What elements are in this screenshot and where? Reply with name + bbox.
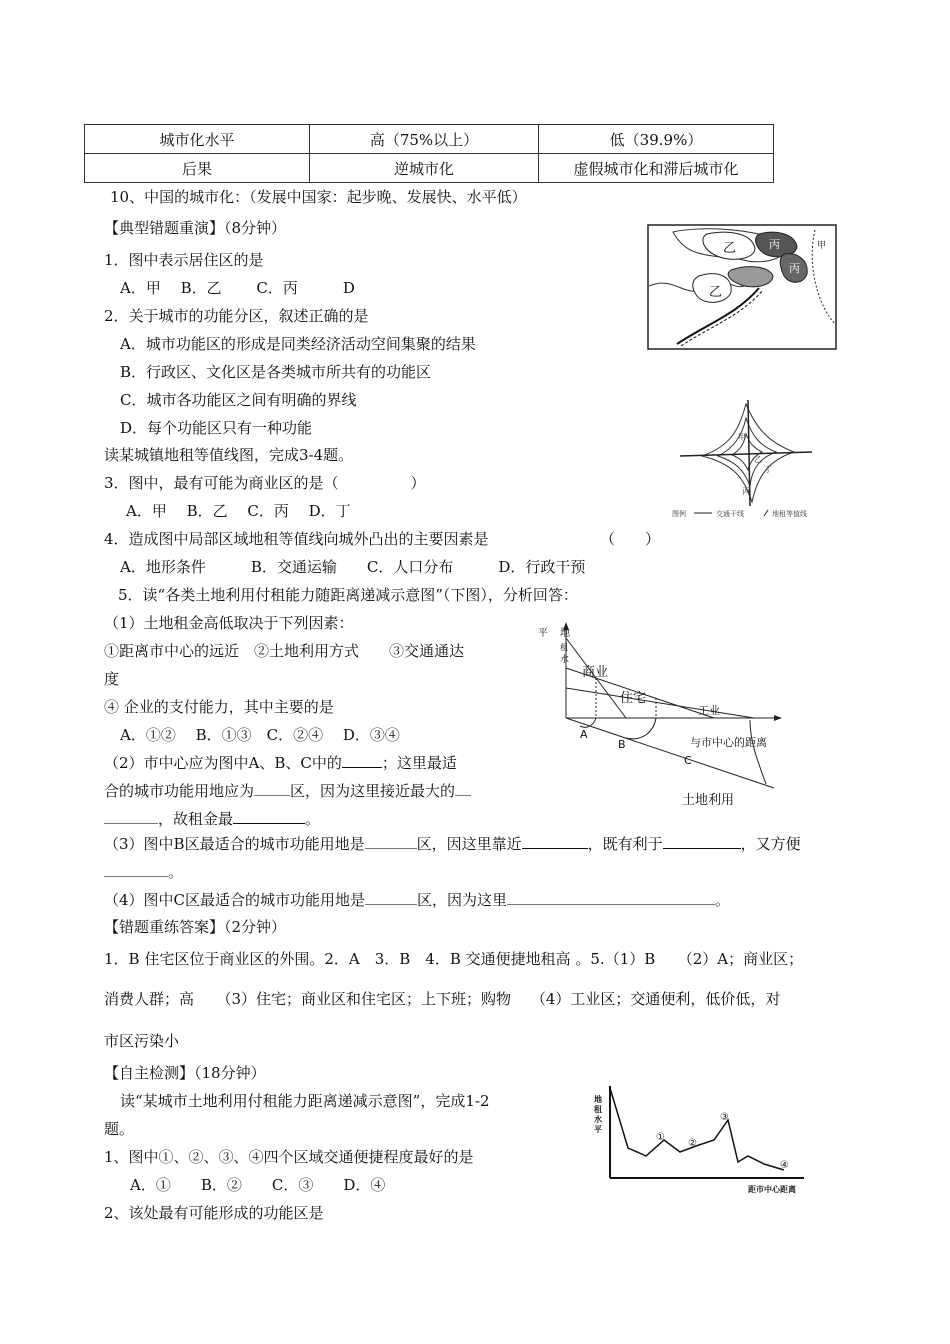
rent-curve — [610, 1088, 784, 1170]
section-time: （8分钟） — [224, 219, 287, 237]
y-axis-label: 租 — [594, 1105, 602, 1114]
y-axis-label: 水 — [560, 655, 570, 665]
zone-arc — [750, 720, 766, 784]
table-cell: 低（39.9%） — [539, 125, 774, 154]
answer-blank[interactable] — [507, 889, 715, 905]
answer-blank[interactable] — [233, 808, 305, 824]
text: ；这里最适 — [381, 754, 457, 772]
answers-line-1: 1．B 住宅区位于商业区的外围。2．A 3．B 4．B 交通便捷地租高 。5.（1）B （2）A；商业区； — [104, 950, 804, 968]
section-time: （2分钟） — [224, 918, 287, 936]
test-1-options: A．① B．② C．③ D．④ — [130, 1176, 386, 1194]
question-5-part-3 — [104, 833, 801, 854]
question-5-factors-cont: 度 — [104, 670, 120, 688]
rent-distance-figure — [588, 1082, 810, 1198]
zone-marker: ④ — [780, 1160, 789, 1171]
land-rent-contour-figure — [672, 398, 820, 522]
map-label: 乙 — [709, 285, 723, 300]
question-3-close: ） — [410, 474, 426, 492]
x-axis-label: 与市中心的距离 — [690, 736, 767, 749]
section-time: （18分钟） — [194, 1064, 266, 1082]
text: ，故租金最 — [158, 810, 234, 828]
read-instruction-1-2-cont: 题。 — [104, 1120, 135, 1138]
question-1-stem: 1．图中表示居住区的是 — [104, 251, 264, 269]
read-instruction-3-4: 读某城镇地租等值线图，完成3-4题。 — [104, 446, 354, 464]
text: （2）市中心应为图中A、B、C中的 — [104, 754, 342, 772]
y-axis-label: 水 — [594, 1115, 602, 1124]
text: 区，因为这里接近最大的 — [290, 782, 456, 800]
urbanization-table — [84, 124, 774, 183]
contour-label: 丙 — [742, 487, 750, 496]
y-axis-label: 平 — [538, 628, 548, 639]
text: ，又方便 — [740, 835, 801, 853]
answer-blank[interactable] — [455, 780, 471, 796]
text: 。 — [168, 863, 184, 881]
answer-blank[interactable] — [254, 780, 290, 796]
table-cell: 逆城市化 — [310, 154, 539, 183]
point-label: C — [684, 754, 692, 767]
text: 。 — [305, 810, 321, 828]
table-cell: 虚假城市化和滞后城市化 — [539, 154, 774, 183]
table-row — [85, 125, 774, 154]
legend-title: 图例 — [672, 510, 686, 518]
section-heading — [104, 916, 286, 937]
question-4-paren: （ ） — [600, 530, 661, 548]
bid-rent-figure — [534, 622, 786, 810]
table-cell: 后果 — [85, 154, 310, 183]
legend-road-label: 交通干线 — [716, 510, 744, 518]
answer-blank[interactable] — [104, 808, 158, 824]
legend-contour-label: 地租等值线 — [772, 510, 807, 518]
zone-marker: ③ — [720, 1112, 729, 1123]
question-5-part-4 — [104, 889, 730, 910]
read-instruction-1-2: 读“某城市土地利用付租能力距离递减示意图”，完成1-2 — [120, 1092, 490, 1110]
question-5-part-1: （1）土地租金高低取决于下列因素： — [104, 614, 354, 632]
curve-label: 商业 — [582, 665, 609, 680]
section-title: 【典型错题重演】 — [104, 219, 225, 237]
answer-blank[interactable] — [663, 833, 741, 849]
x-axis-label: 距市中心距离 — [748, 1185, 796, 1194]
question-5-part-2-line-3 — [104, 808, 320, 829]
question-2-option-d: D．每个功能区只有一种功能 — [120, 419, 313, 437]
y-axis-label: 地 — [560, 628, 570, 639]
map-label: 丙 — [789, 262, 800, 275]
answer-blank[interactable] — [522, 833, 588, 849]
contour-label: 乙 — [754, 455, 762, 464]
table-cell: 城市化水平 — [85, 125, 310, 154]
question-1-options: A．甲 B．乙 C．丙 D — [120, 279, 355, 297]
question-4-stem: 4．造成图中局部区域地租等值线向城外凸出的主要因素是 — [104, 530, 489, 548]
question-4-options: A．地形条件 B．交通运输 C．人口分布 D．行政干预 — [120, 558, 586, 576]
zone-marker: ② — [688, 1138, 697, 1149]
text: ，既有利于 — [587, 835, 663, 853]
y-axis-label: 租 — [560, 643, 568, 652]
map-label: 甲 — [817, 241, 827, 251]
text: 区，因为这里 — [417, 891, 508, 909]
question-2-stem: 2．关于城市的功能分区，叙述正确的是 — [104, 307, 369, 325]
text: 。 — [715, 891, 731, 909]
question-5-part-2-line-2 — [104, 780, 471, 801]
question-5-part-3-cont — [104, 861, 183, 882]
question-5-stem: 5．读“各类土地利用付租能力随距离递减示意图”（下图），分析回答： — [118, 586, 578, 604]
map-label: 丙 — [769, 238, 780, 251]
table-cell: 高（75%以上） — [310, 125, 539, 154]
zone-arc — [626, 718, 656, 739]
curve-industrial — [566, 688, 754, 718]
section-heading — [104, 217, 286, 238]
y-axis-label: 平 — [594, 1125, 602, 1134]
y-axis-label: 地 — [594, 1095, 602, 1104]
traffic-artery — [680, 452, 812, 456]
question-5-part-2-line-1 — [104, 752, 457, 773]
text: 区，因这里靠近 — [416, 835, 522, 853]
question-5-part-1-options: A．①② B．①③ C．②④ D．③④ — [120, 726, 400, 744]
answer-blank[interactable] — [365, 889, 417, 905]
test-1-stem: 1、图中①、②、③、④四个区域交通便捷程度最好的是 — [104, 1148, 474, 1166]
point-label: B — [618, 738, 626, 751]
answer-blank[interactable] — [104, 861, 168, 877]
question-3-stem — [104, 472, 426, 493]
city-zone-map-figure — [647, 224, 837, 350]
zone-marker: ① — [656, 1132, 665, 1143]
question-2-option-b: B．行政区、文化区是各类城市所共有的功能区 — [120, 363, 432, 381]
land-use-baseline — [566, 718, 774, 788]
section-heading — [104, 1062, 266, 1083]
figure-caption: 土地利用 — [682, 793, 735, 808]
question-2-option-c: C．城市各功能区之间有明确的界线 — [120, 391, 357, 409]
map-label: 乙 — [723, 241, 737, 256]
curve-label: 工业 — [698, 704, 720, 717]
text: （4）图中C区最适合的城市功能用地是 — [104, 891, 366, 909]
rent-contour — [718, 418, 776, 486]
contour-label: 丁 — [764, 465, 772, 474]
question-5-factor-4: ④ 企业的支付能力，其中主要的是 — [104, 698, 334, 716]
contour-label: 甲 — [738, 433, 746, 442]
answers-line-3: 市区污染小 — [104, 1032, 180, 1050]
curve-label: 住宅 — [620, 691, 647, 706]
answer-blank[interactable] — [342, 752, 382, 768]
legend-contour-swatch — [764, 510, 768, 516]
text: （3）图中B区最适合的城市功能用地是 — [104, 835, 365, 853]
item-10: 10、中国的城市化：（发展中国家：起步晚、发展快、水平低） — [110, 188, 527, 206]
section-title: 【错题重练答案】 — [104, 918, 225, 936]
answers-line-2: 消费人群；高 （3）住宅；商业区和住宅区；上下班；购物 （4）工业区；交通便利，低价低，对 — [104, 990, 781, 1008]
question-2-option-a: A．城市功能区的形成是同类经济活动空间集聚的结果 — [120, 335, 476, 353]
answer-blank[interactable] — [365, 833, 417, 849]
text: 合的城市功能用地应为 — [104, 782, 255, 800]
question-5-factors: ①距离市中心的远近 ②土地利用方式 ③交通通达 — [104, 642, 465, 660]
question-3-text: 3．图中，最有可能为商业区的是（ — [104, 474, 339, 492]
point-label: A — [580, 728, 588, 741]
test-2-stem: 2、该处最有可能形成的功能区是 — [104, 1204, 324, 1222]
arrow-head — [774, 715, 782, 721]
section-title: 【自主检测】 — [104, 1064, 195, 1082]
question-3-options: A．甲 B．乙 C．丙 D．丁 — [126, 502, 351, 520]
table-row — [85, 154, 774, 183]
